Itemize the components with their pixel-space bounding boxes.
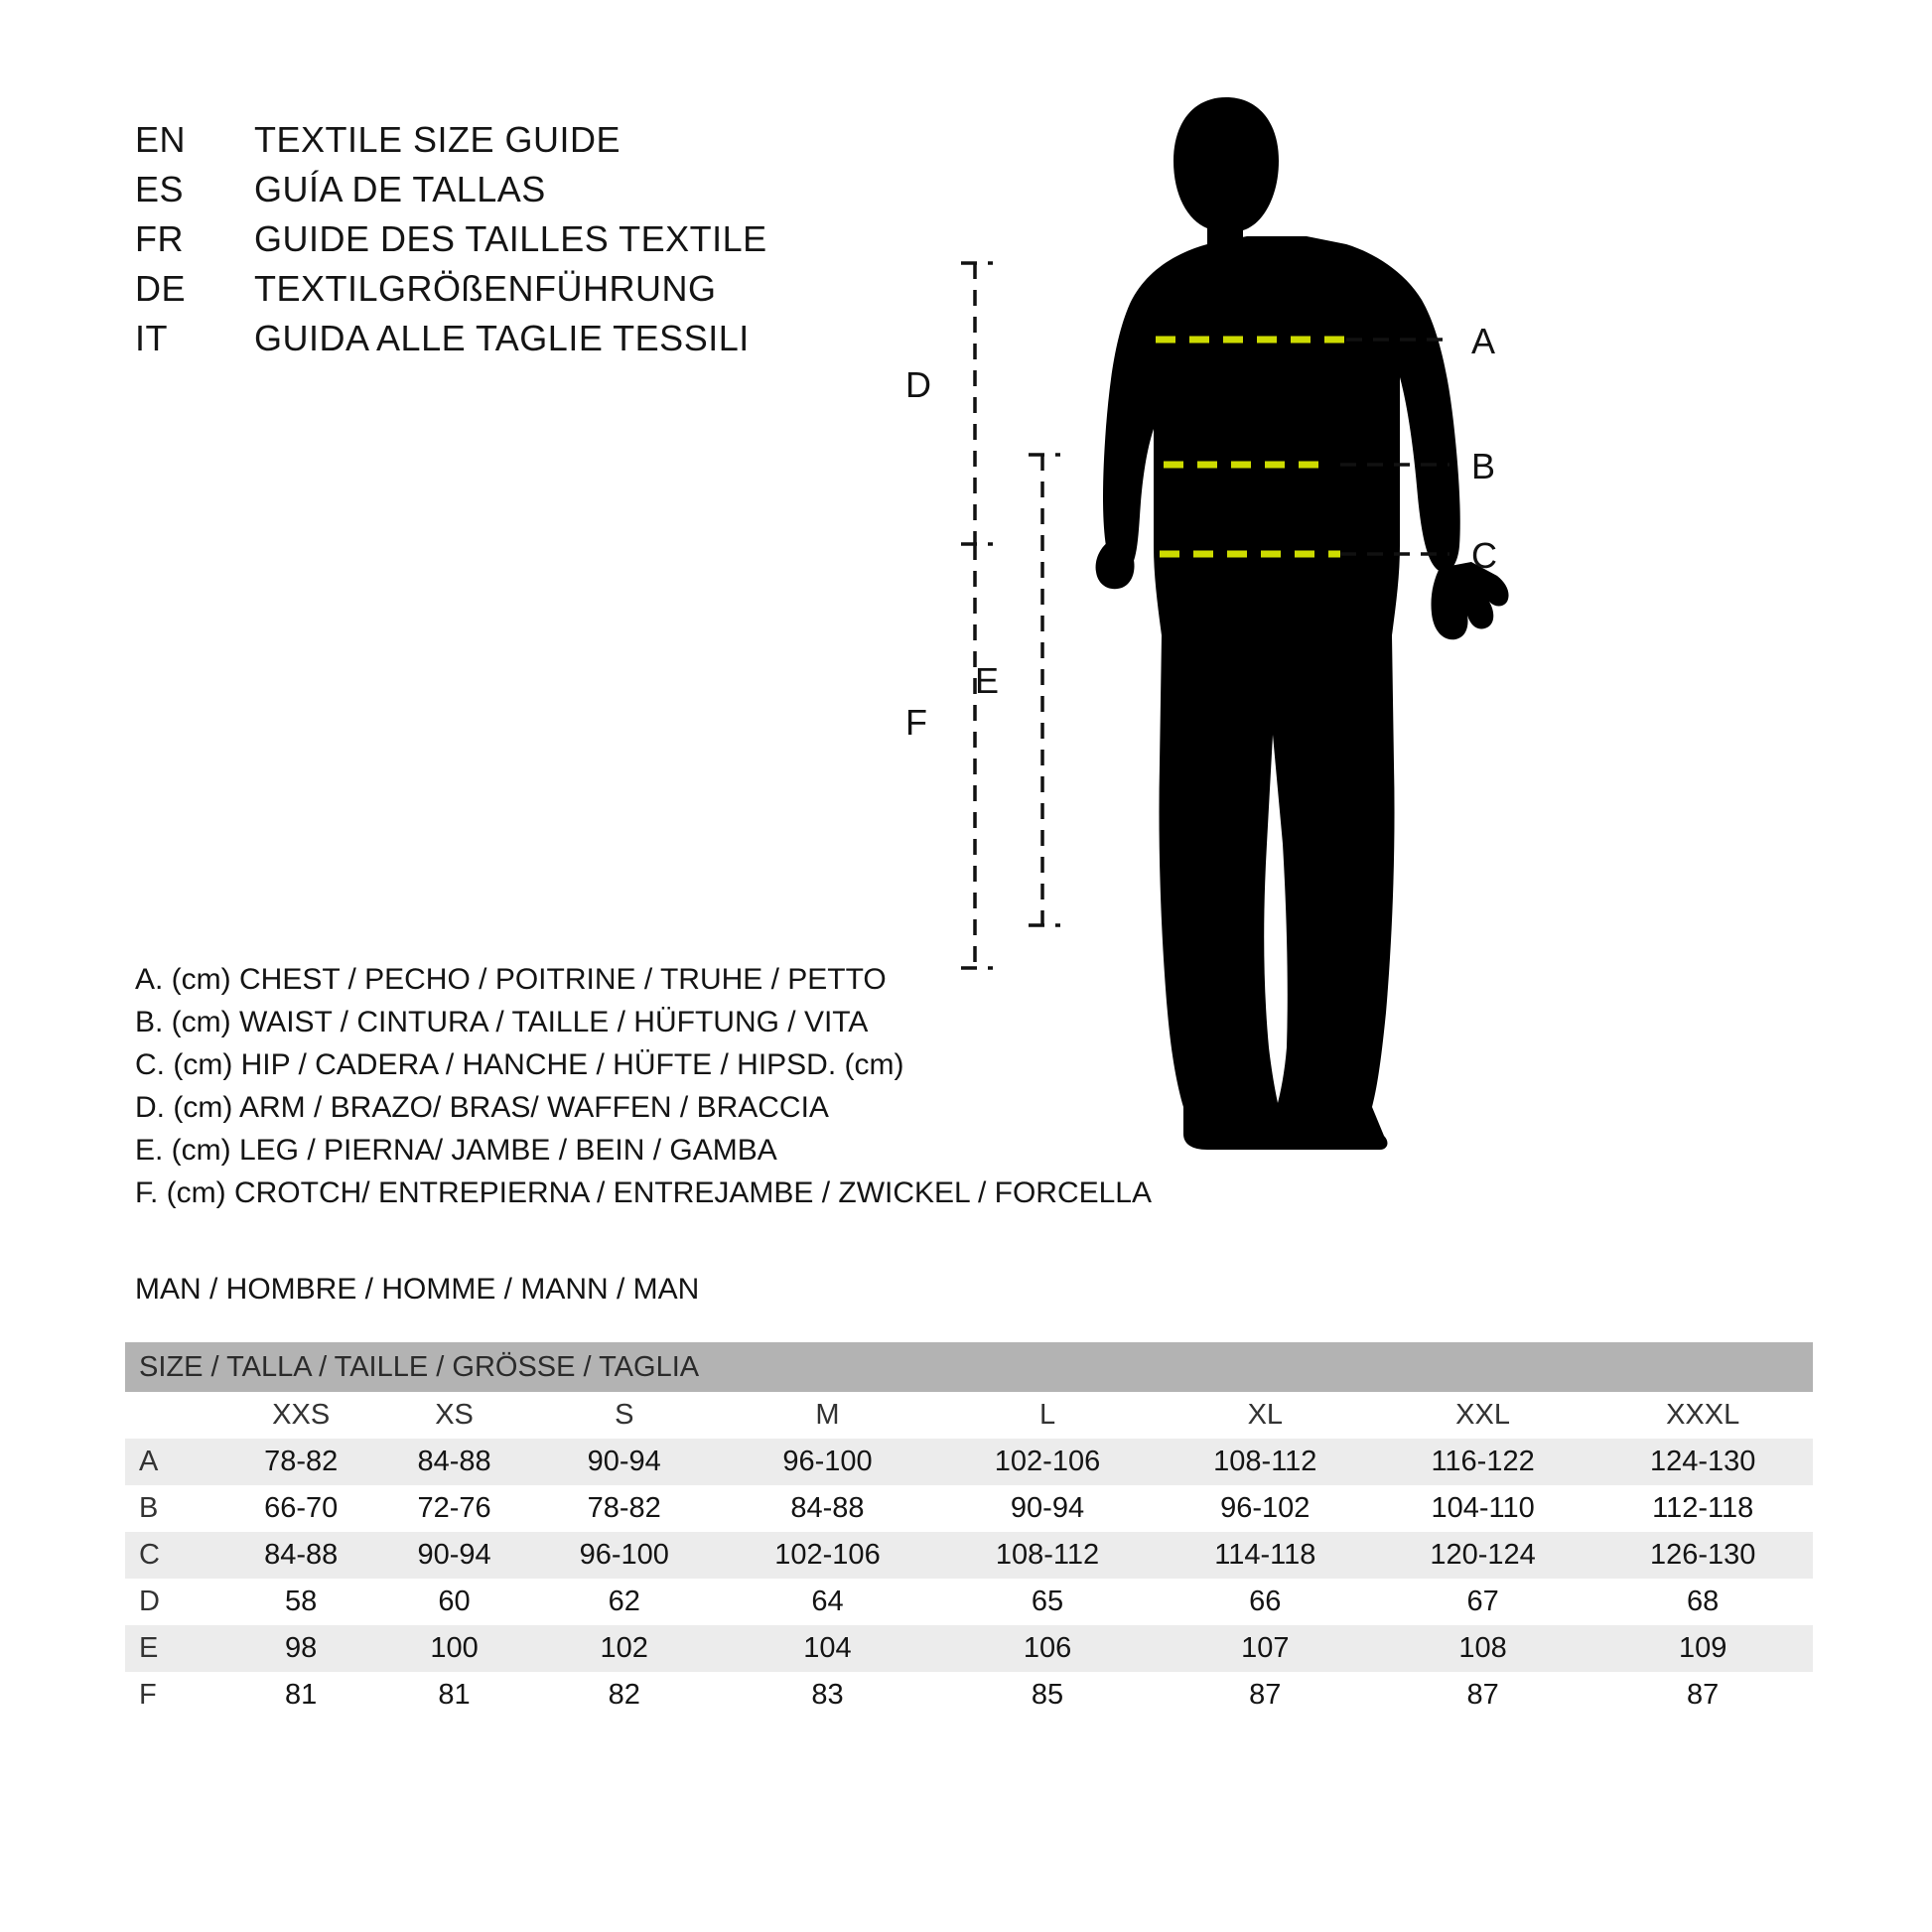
row-label-d: D bbox=[125, 1579, 224, 1625]
row-label-c: C bbox=[125, 1532, 224, 1579]
row-label-a: A bbox=[125, 1439, 224, 1485]
dimension-d bbox=[961, 263, 993, 544]
table-row bbox=[125, 1439, 1813, 1485]
cell-e-m: 104 bbox=[718, 1625, 938, 1672]
row-label-e: E bbox=[125, 1625, 224, 1672]
title-text-es: GUÍA DE TALLAS bbox=[254, 169, 546, 209]
title-text-de: TEXTILGRÖßENFÜHRUNG bbox=[254, 268, 717, 309]
legend-line-e: E. (cm) LEG / PIERNA/ JAMBE / BEIN / GAMBA bbox=[135, 1134, 777, 1167]
legend-block bbox=[135, 958, 1227, 1214]
dimension-label-e: E bbox=[975, 660, 1000, 701]
cell-d-xxl: 67 bbox=[1373, 1579, 1593, 1625]
cell-e-xxl: 108 bbox=[1373, 1625, 1593, 1672]
title-row bbox=[135, 119, 949, 169]
title-lang-it: IT bbox=[135, 318, 168, 358]
cell-a-s: 90-94 bbox=[531, 1439, 718, 1485]
cell-d-xxs: 58 bbox=[224, 1579, 377, 1625]
dimension-label-f: F bbox=[905, 702, 927, 743]
size-header-xs: XS bbox=[377, 1392, 530, 1439]
cell-c-xxs: 84-88 bbox=[224, 1532, 377, 1579]
row-label-b: B bbox=[125, 1485, 224, 1532]
legend-line-f: F. (cm) CROTCH/ ENTREPIERNA / ENTREJAMBE / ZWICKEL / FORCELLA bbox=[135, 1176, 1152, 1209]
cell-d-s: 62 bbox=[531, 1579, 718, 1625]
cell-c-xs: 90-94 bbox=[377, 1532, 530, 1579]
cell-d-xxxl: 68 bbox=[1592, 1579, 1813, 1625]
cell-d-m: 64 bbox=[718, 1579, 938, 1625]
cell-c-s: 96-100 bbox=[531, 1532, 718, 1579]
cell-e-l: 106 bbox=[937, 1625, 1158, 1672]
cell-e-xxxl: 109 bbox=[1592, 1625, 1813, 1672]
cell-a-l: 102-106 bbox=[937, 1439, 1158, 1485]
cell-f-m: 83 bbox=[718, 1672, 938, 1719]
table-row bbox=[125, 1485, 1813, 1532]
cell-f-xxxl: 87 bbox=[1592, 1672, 1813, 1719]
cell-a-xs: 84-88 bbox=[377, 1439, 530, 1485]
callout-label-c: C bbox=[1471, 535, 1497, 576]
size-header-xxxl: XXXL bbox=[1592, 1392, 1813, 1439]
legend-line-d: D. (cm) ARM / BRAZO/ BRAS/ WAFFEN / BRACCIA bbox=[135, 1091, 829, 1124]
title-row bbox=[135, 218, 949, 268]
cell-a-xl: 108-112 bbox=[1158, 1439, 1373, 1485]
title-block bbox=[135, 119, 949, 367]
cell-b-xxl: 104-110 bbox=[1373, 1485, 1593, 1532]
title-row bbox=[135, 268, 949, 318]
legend-line-b: B. (cm) WAIST / CINTURA / TAILLE / HÜFTUNG / VITA bbox=[135, 1006, 869, 1038]
table-size-header-row bbox=[125, 1392, 1813, 1439]
table-row bbox=[125, 1625, 1813, 1672]
cell-d-l: 65 bbox=[937, 1579, 1158, 1625]
cell-b-xxs: 66-70 bbox=[224, 1485, 377, 1532]
cell-e-s: 102 bbox=[531, 1625, 718, 1672]
size-header-xl: XL bbox=[1158, 1392, 1373, 1439]
size-header-l: L bbox=[937, 1392, 1158, 1439]
size-table bbox=[125, 1342, 1813, 1719]
cell-c-xxxl: 126-130 bbox=[1592, 1532, 1813, 1579]
cell-f-xxl: 87 bbox=[1373, 1672, 1593, 1719]
cell-b-s: 78-82 bbox=[531, 1485, 718, 1532]
title-row bbox=[135, 318, 949, 367]
legend-line-c: C. (cm) HIP / CADERA / HANCHE / HÜFTE / HIPSD. (cm) bbox=[135, 1048, 904, 1081]
cell-f-xl: 87 bbox=[1158, 1672, 1373, 1719]
callout-label-a: A bbox=[1471, 321, 1496, 361]
cell-f-l: 85 bbox=[937, 1672, 1158, 1719]
cell-c-xl: 114-118 bbox=[1158, 1532, 1373, 1579]
title-lang-de: DE bbox=[135, 268, 187, 309]
cell-f-s: 82 bbox=[531, 1672, 718, 1719]
cell-b-xs: 72-76 bbox=[377, 1485, 530, 1532]
row-label-f: F bbox=[125, 1672, 224, 1719]
cell-b-xxxl: 112-118 bbox=[1592, 1485, 1813, 1532]
table-band-header bbox=[125, 1342, 1813, 1392]
table-row bbox=[125, 1532, 1813, 1579]
dimension-f bbox=[961, 544, 993, 968]
dimension-label-d: D bbox=[905, 364, 931, 405]
size-header-xxl: XXL bbox=[1373, 1392, 1593, 1439]
cell-f-xxs: 81 bbox=[224, 1672, 377, 1719]
cell-b-l: 90-94 bbox=[937, 1485, 1158, 1532]
cell-c-xxl: 120-124 bbox=[1373, 1532, 1593, 1579]
table-corner-cell bbox=[125, 1392, 224, 1439]
cell-a-xxs: 78-82 bbox=[224, 1439, 377, 1485]
gender-label: MAN / HOMBRE / HOMME / MANN / MAN bbox=[135, 1273, 700, 1306]
dimension-e bbox=[1029, 455, 1060, 925]
cell-d-xs: 60 bbox=[377, 1579, 530, 1625]
cell-e-xs: 100 bbox=[377, 1625, 530, 1672]
title-text-en: TEXTILE SIZE GUIDE bbox=[254, 119, 621, 160]
cell-f-xs: 81 bbox=[377, 1672, 530, 1719]
table-row bbox=[125, 1579, 1813, 1625]
legend-line-a: A. (cm) CHEST / PECHO / POITRINE / TRUHE / PETTO bbox=[135, 963, 887, 996]
cell-a-m: 96-100 bbox=[718, 1439, 938, 1485]
cell-a-xxl: 116-122 bbox=[1373, 1439, 1593, 1485]
cell-b-xl: 96-102 bbox=[1158, 1485, 1373, 1532]
title-text-fr: GUIDE DES TAILLES TEXTILE bbox=[254, 218, 767, 259]
size-header-s: S bbox=[531, 1392, 718, 1439]
cell-c-l: 108-112 bbox=[937, 1532, 1158, 1579]
table-row bbox=[125, 1672, 1813, 1719]
title-lang-fr: FR bbox=[135, 218, 184, 259]
title-lang-en: EN bbox=[135, 119, 187, 160]
cell-e-xl: 107 bbox=[1158, 1625, 1373, 1672]
cell-d-xl: 66 bbox=[1158, 1579, 1373, 1625]
title-row bbox=[135, 169, 949, 218]
size-header-m: M bbox=[718, 1392, 938, 1439]
cell-b-m: 84-88 bbox=[718, 1485, 938, 1532]
cell-a-xxxl: 124-130 bbox=[1592, 1439, 1813, 1485]
size-header-xxs: XXS bbox=[224, 1392, 377, 1439]
table-band-label: SIZE / TALLA / TAILLE / GRÖSSE / TAGLIA bbox=[125, 1342, 1813, 1392]
callout-label-b: B bbox=[1471, 446, 1496, 486]
title-text-it: GUIDA ALLE TAGLIE TESSILI bbox=[254, 318, 750, 358]
cell-c-m: 102-106 bbox=[718, 1532, 938, 1579]
cell-e-xxs: 98 bbox=[224, 1625, 377, 1672]
title-lang-es: ES bbox=[135, 169, 185, 209]
